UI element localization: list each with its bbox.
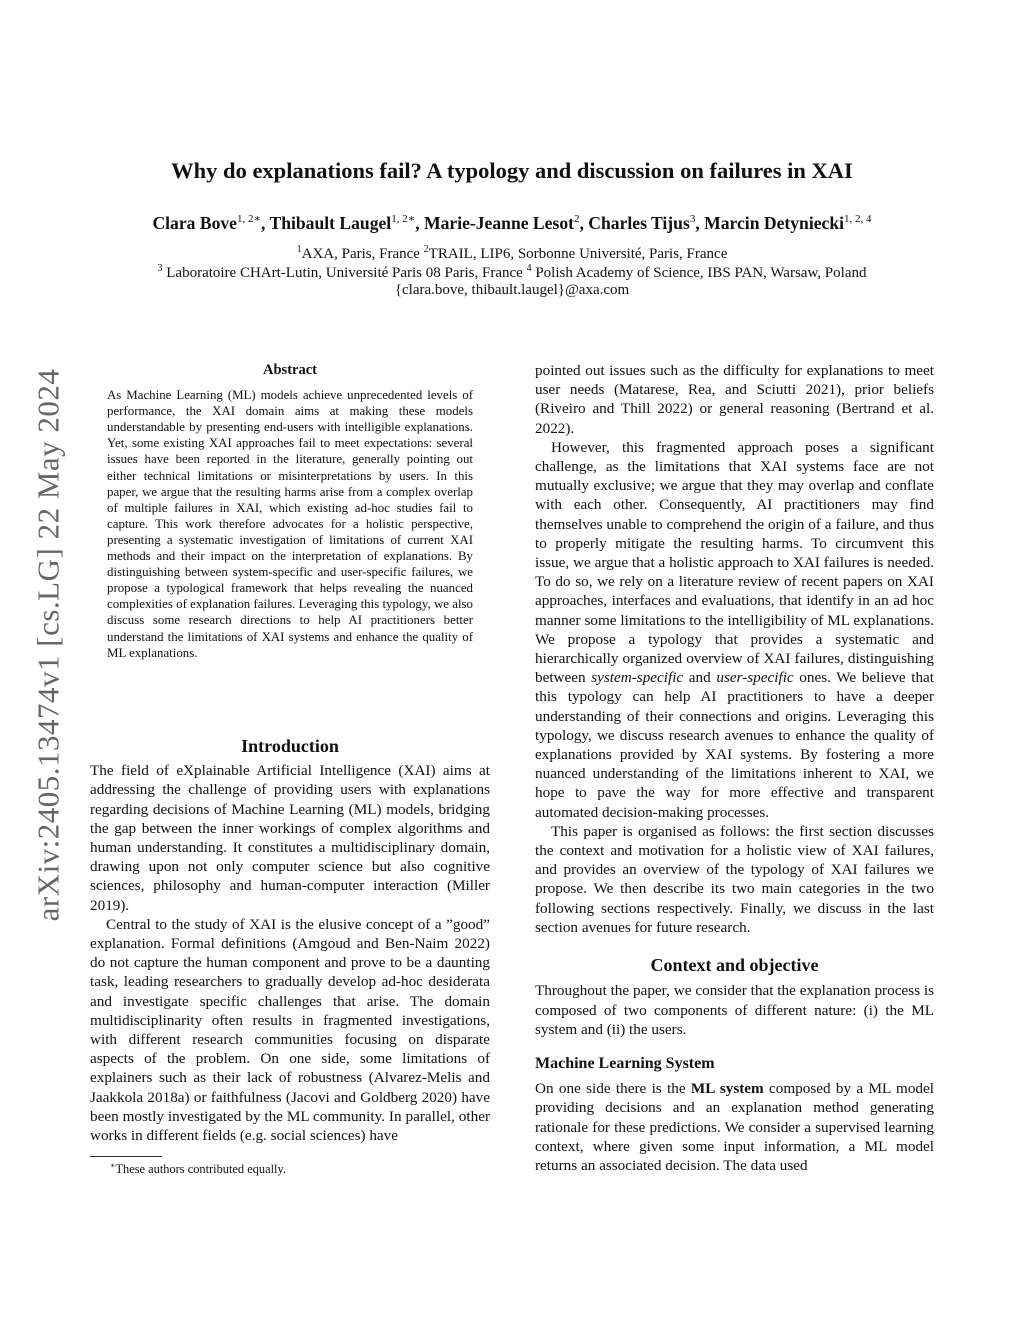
ml-system-heading: Machine Learning System [535,1054,715,1072]
author: Marcin Detyniecki$^{1, 2, 4}$ [704,212,872,233]
affiliation-line-1: $^1$AXA, Paris, France $^2$TRAIL, LIP6, Sorbonne Université, Paris, France [296,244,728,262]
left-column [90,737,490,1145]
author: Marie-Jeanne Lesot$^2$, [423,212,589,233]
abstract [107,362,473,661]
intro-paragraph: Central to the study of XAI is the elusive concept of a ”good” explanation. Formal definitions (Amgoud and Ben-Naim 2022) do not capture the human component and prove to be a daunting task, leading researchers to gradually develop ad-hoc desiderata and investigate specific challenges that arise. The domain multidisciplinarity often results in fragmented investigations, with different research communities focusing on disparate aspects of the problem. On one side, some limitations of explainers such as their lack of robustness (Alvarez-Melis and Jaakkola 2018a) or faithfulness (Jacovi and Goldberg 2020) have been mostly investigated by the ML community. In parallel, other works in different fields (e.g. social sciences) have [90,915,490,1145]
abstract-heading: Abstract [263,362,317,378]
author: Thibault Laugel$^{1, 2∗}$, [269,212,424,233]
paper-title: Why do explanations fail? A typology and discussion on failures in XAI [171,158,853,183]
intro-paragraph: This paper is organised as follows: the first section discusses the context and motivation for a holistic view of XAI failures, and provides an overview of the typology of XAI failures we propose. We then describe its two main categories in the two following sections respectively. Finally, we discuss in the last section avenues for future research. [535,822,934,936]
author: Clara Bove$^{1, 2∗}$, [152,212,270,233]
intro-paragraph: The field of eXplainable Artificial Intelligence (XAI) aims at addressing the challenge of providing users with explanations regarding decisions of Machine Learning (ML) models, bridging the gap between the inner workings of complex algorithms and human understanding. It constitutes a multidisciplinary domain, drawing upon not only computer science but also cognitive sciences, philosophy and human-computer interaction (Miller 2019). [90,762,490,914]
introduction-heading: Introduction [241,736,339,756]
intro-paragraph-continued: pointed out issues such as the difficulty for explanations to meet user needs (Matarese, Rea, and Sciutti 2021), prior beliefs (Riveiro and Thill 2022) or general reasoning (Bertrand et al. 2022). [535,362,934,437]
intro-paragraph: However, this fragmented approach poses a significant challenge, as the limitations that XAI systems face are not mutually exclusive; we argue that they may overlap and conflate with each other. Consequently, AI practitioners may find themselves unable to comprehend the origin of a failure, and thus to properly mitigate the resulting harms. To circumvent this issue, we argue that a holistic approach to XAI failures is needed. To do so, we rely on a literature review of recent papers on XAI approaches, interfaces and evaluations, that identify in an ad hoc manner some limitations to the intelligibility of ML explanations. We propose a typology that provides a systematic and hierarchically organized overview of XAI failures, distinguishing between system-specific and user-specific ones. We believe that this typology can help AI practitioners to have a deeper understanding of their connections and origins. Leveraging this typology, we discuss research avenues to enhance the quality of explanations provided by XAI systems. By fostering a more nuanced understanding of the limitations inherent to XAI, we hope to pave the way for more effective and transparent automated decision-making processes. [535,438,934,821]
right-column [535,361,934,1175]
arxiv-id-text: arXiv:2405.13474v1 [cs.LG] 22 May 2024 [30,368,65,922]
ml-system-paragraph: On one side there is the ML system composed by a ML model providing decisions and an explanation method generating rationale for these predictions. We consider a supervised learning context, where given some input information, a ML model returns an associated decision. The data used [535,1080,934,1174]
author: Charles Tijus$^3$, [588,212,705,233]
arxiv-identifier [24,345,72,945]
footnote: ∗These authors contributed equally. [110,1161,286,1177]
author-list [0,212,1024,234]
affiliation-line-2: $^3$ Laboratoire CHArt-Lutin, Université Paris 08 Paris, France $^4$ Polish Academy of Science, IBS PAN, Warsaw, Poland [157,263,867,281]
context-heading: Context and objective [650,955,819,976]
context-paragraph: Throughout the paper, we consider that the explanation process is composed of two components of different nature: (i) the ML system and (ii) the users. [535,982,934,1038]
abstract-text: As Machine Learning (ML) models achieve unprecedented levels of performance, the XAI domain aims at making these models understandable by presenting end-users with intelligible explanations. Yet, some existing XAI approaches fail to meet expectations: several issues have been reported in the literature, generally pointing out either technical limitations or misinterpretations by users. In this paper, we argue that the resulting harms arise from a complex overlap of multiple failures in XAI, which existing ad-hoc studies fail to capture. This work therefore advocates for a holistic perspective, presenting a systematic investigation of limitations of current XAI methods and their impact on the interpretation of explanations. By distinguishing between system-specific and user-specific failures, we propose a typological framework that helps revealing the nuanced complexities of explanation failures. Leveraging this typology, we also discuss some research directions to help AI practitioners better understand the limitations of XAI systems and enhance the quality of ML explanations. [107,388,473,660]
footnote-rule [90,1156,162,1157]
author-emails: {clara.bove, thibault.laugel}@axa.com [394,282,630,298]
